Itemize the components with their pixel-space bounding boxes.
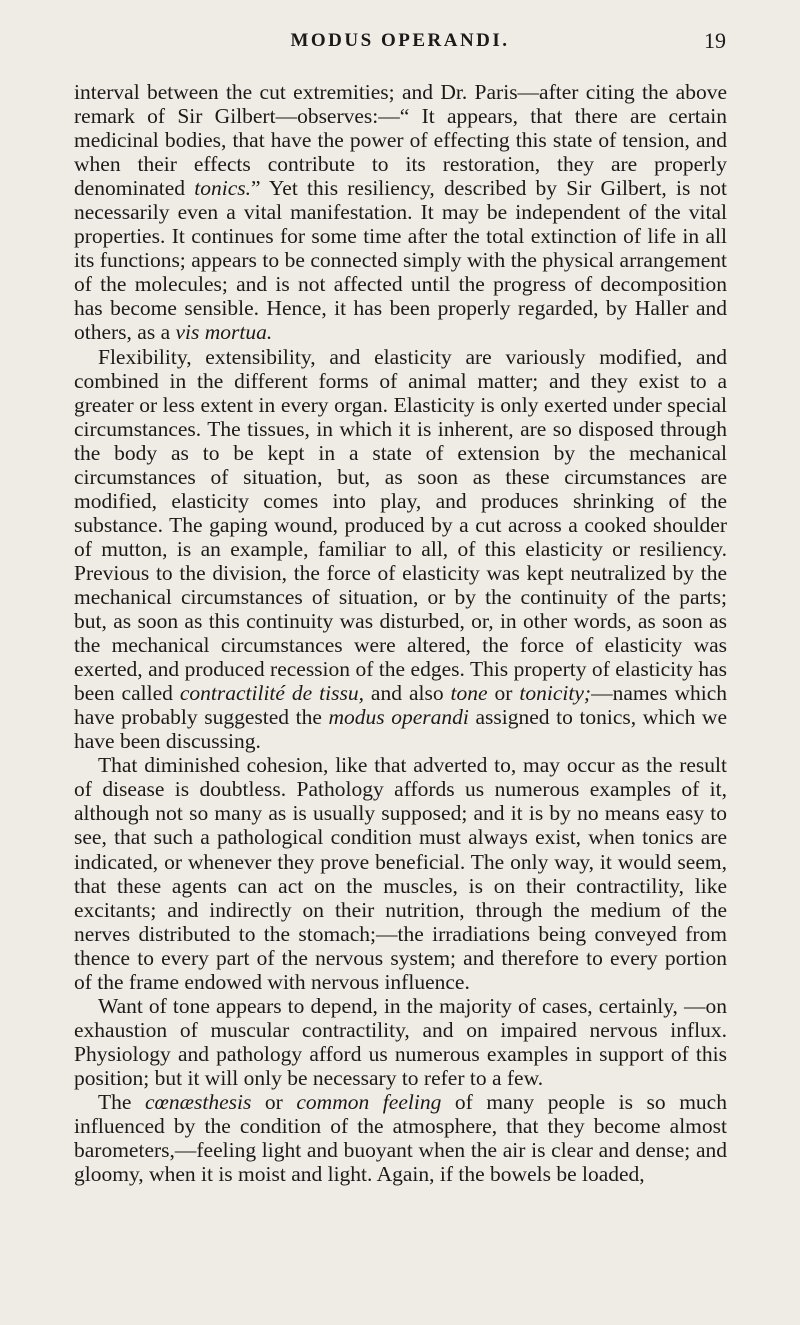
text-run: or	[487, 681, 520, 706]
text-run: interval between the cut extremities; and Dr. Paris—after citing the above remark of Sir Gilbert—observes:—“ It appears, that there are certain medicinal bodies, that have the power of effecting this state of tension, and when their effects contribute to its restoration, they are properly denominated	[74, 80, 727, 201]
paragraph	[74, 1090, 727, 1186]
text-run: or	[251, 1089, 297, 1114]
text-run: Flexibility, extensibility, and elasticity are variously modified, and combined in the different forms of animal matter; and they exist to a greater or less extent in every organ. Elasticity is only exerted under special circumstances. The tissues, in which it is inherent, are so disposed through the body as to be kept in a state of extension by the mechanical circumstances of situation, but, as soon as these circumstances are modified, elasticity comes into play, and produces shrinking of the substance. The gaping wound, produced by a cut across a cooked shoulder of mutton, is an example, familiar to all, of this elasticity or resiliency. Previous to the division, the force of elasticity was kept neutralized by the mechanical circumstances of situation, or by the continuity of the parts; but, as soon as this continuity was disturbed, or, in other words, as soon as the mechanical circumstances were altered, the force of elasticity was exerted, and produced recession of the edges. This property of elasticity has been called	[74, 344, 727, 706]
text-run: of many people is so much influenced by the condition of the atmosphere, that they become almost barometers,—feeling light and buoyant when the air is clear and dense; and gloomy, when it is moist and light. Again, if the bowels be loaded,	[74, 1089, 727, 1187]
text-run: ” Yet this resiliency, described by Sir Gilbert, is not necessarily even a vital manifestation. It may be independent of the vital properties. It continues for some time after the total extinction of life in all its functions; appears to be connected simply with the physical arrangement of the molecules; and is not affected until the progress of decomposition has become sensible. Hence, it has been properly regarded, by Haller and others, as a	[74, 176, 727, 345]
italic-text: vis mortua.	[175, 320, 273, 345]
running-title: MODUS OPERANDI.	[290, 30, 510, 51]
italic-text: tone	[450, 681, 488, 706]
text-run: That diminished cohesion, like that adverted to, may occur as the result of disease is doubtless. Pathology affords us numerous examples of it, although not so many as is usually supposed; and it is by no means easy to see, that such a pathological condition must always exist, when tonics are indicated, or whenever they prove beneficial. The only way, it would seem, that these agents can act on the muscles, is on their contractility, like excitants; and indirectly on their nutrition, through the medium of the nerves distributed to the stomach;—the irradiations being conveyed from thence to every part of the nervous system; and therefore to every portion of the frame endowed with nervous influence.	[74, 753, 727, 994]
text-run: Want of tone appears to depend, in the majority of cases, certainly, —on exhaustion of muscular contractility, and on impaired nervous influx. Physiology and pathology afford us numerous examples in support of this position; but it will only be necessary to refer to a few.	[74, 993, 727, 1090]
paragraph	[74, 345, 727, 754]
text-run: The	[98, 1089, 145, 1114]
italic-text: common feeling	[296, 1089, 442, 1114]
text-run: —names which have probably suggested the	[74, 681, 727, 730]
running-head	[74, 24, 726, 54]
italic-text: contractilité de tissu,	[179, 681, 364, 706]
italic-text: modus operandi	[328, 705, 469, 730]
body-text	[74, 80, 727, 1186]
italic-text: tonicity;	[519, 681, 592, 706]
text-run: assigned to tonics, which we have been discussing.	[74, 705, 727, 754]
paragraph	[74, 994, 727, 1090]
paragraph	[74, 753, 727, 993]
page-number: 19	[704, 28, 726, 53]
text-run: and also	[363, 681, 451, 706]
paragraph	[74, 80, 727, 345]
italic-text: cœnæsthesis	[145, 1089, 252, 1114]
italic-text: tonics.	[194, 176, 251, 201]
